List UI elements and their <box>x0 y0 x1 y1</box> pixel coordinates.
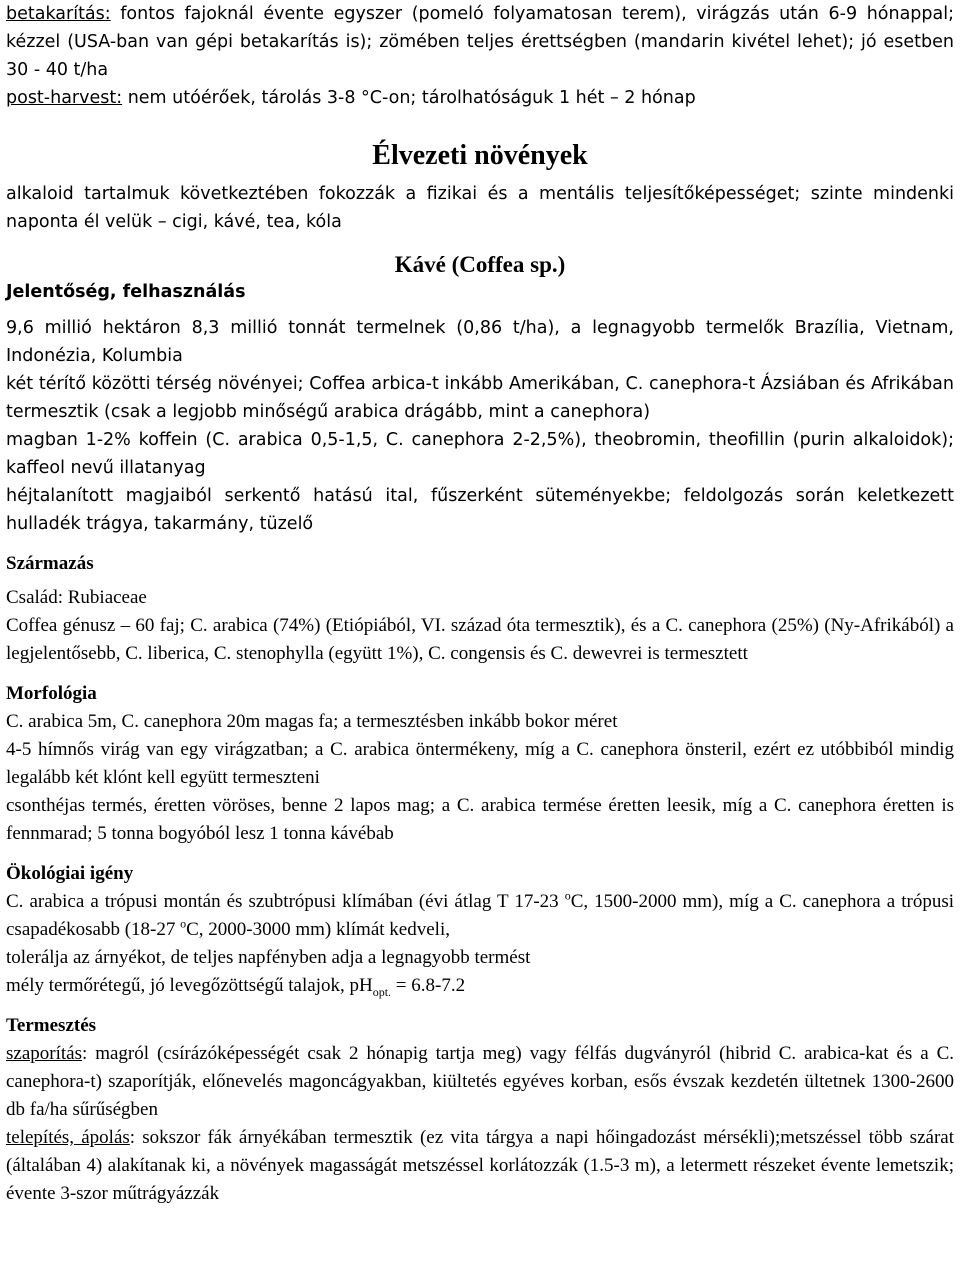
postharvest-label: post-harvest: <box>6 88 123 108</box>
okologia-heading: Ökológiai igény <box>6 863 134 884</box>
telepites-label: telepítés, ápolás <box>6 1127 130 1148</box>
okologia-p3b: = 6.8-7.2 <box>391 975 466 996</box>
elvezeti-title: Élvezeti növények <box>372 140 588 171</box>
morfologia-p3: csonthéjas termés, éretten vöröses, benne 2 lapos mag; a C. arabica termése éretten leesik, míg a C. canephora éretten is fennmarad; 5 tonna bogyóból lesz 1 tonna kávébab <box>6 795 954 844</box>
okologia-p1a: C. arabica a trópusi montán és szubtrópusi klímában (évi átlag T 17-23 <box>6 891 565 912</box>
degree-sup-1: o <box>564 888 571 903</box>
szaporitas-label: szaporítás <box>6 1043 82 1064</box>
telepites-paragraph <box>6 1124 954 1208</box>
okologia-p1 <box>6 888 954 944</box>
okologia-p3a: mély termőrétegű, jó levegőzöttségű talajok, pH <box>6 975 373 996</box>
elvezeti-intro: alkaloid tartalmuk következtében fokozzák a fizikai és a mentális teljesítőképességet; szinte mindenki naponta él velük – cigi, kávé, tea, kóla <box>6 184 954 232</box>
termesztes-heading: Termesztés <box>6 1015 97 1036</box>
okologia-p2: tolerálja az árnyékot, de teljes napfényben adja a legnagyobb termést <box>6 947 531 968</box>
szarmazas-heading: Származás <box>6 553 94 574</box>
postharvest-paragraph <box>6 84 954 112</box>
telepites-text: : sokszor fák árnyékában termesztik (ez vita tárgya a napi hőingadozást mérsékli);metszéssel több szárat (általában 4) alakítanak ki, a növények magasságát metszéssel korlátozzák (1.5-3 m), a letermett részeket évente lemetszik; évente 3-szor műtrágyázzák <box>6 1127 954 1204</box>
postharvest-text: nem utóérőek, tárolás 3-8 °C-on; tárolhatóságuk 1 hét – 2 hónap <box>122 88 696 108</box>
szarmazas-p2: Coffea génusz – 60 faj; C. arabica (74%) (Etiópiából, VI. század óta termesztik), és a C. canephora (25%) (Ny-Afrikából) a legjelentősebb, C. liberica, C. stenophylla (együtt 1%), C. congensis és C. dewevrei is termesztett <box>6 615 954 664</box>
kave-p3: magban 1-2% koffein (C. arabica 0,5-1,5, C. canephora 2-2,5%), theobromin, theofillin (purin alkaloidok); kaffeol nevű illatanyag <box>6 430 954 478</box>
morfologia-p2: 4-5 hímnős virág van egy virágzatban; a C. arabica öntermékeny, míg a C. canephora önsteril, ezért ez utóbbiból mindig legalább két klónt kell együtt termeszteni <box>6 739 954 788</box>
szaporitas-paragraph <box>6 1040 954 1124</box>
szarmazas-p1: Család: Rubiaceae <box>6 587 147 608</box>
kave-p2: két térítő közötti térség növényei; Coffea arbica-t inkább Amerikában, C. canephora-t Ázsiában és Afrikában termesztik (csak a legjobb minőségű arabica drágább, mint a canephora) <box>6 374 954 422</box>
szaporitas-text: : magról (csírázóképességét csak 2 hónapig tartja meg) vagy félfás dugványról (hibrid C. arabica-kat és a C. canephora-t) szaporítják, előnevelés magoncágyakban, kiültetés egyéves korban, esős évszak kezdetén ültetnek 1300-2600 db fa/ha sűrűségben <box>6 1043 954 1120</box>
kave-p4: héjtalanított magjaiból serkentő hatású ital, fűszerként süteményekbe; feldolgozás során keletkezett hulladék trágya, takarmány, tüzelő <box>6 486 954 534</box>
morfologia-p1: C. arabica 5m, C. canephora 20m magas fa; a termesztésben inkább bokor méret <box>6 711 618 732</box>
kave-p1: 9,6 millió hektáron 8,3 millió tonnát termelnek (0,86 t/ha), a legnagyobb termelők Brazília, Vietnam, Indonézia, Kolumbia <box>6 318 954 366</box>
betakaritas-paragraph <box>6 0 954 84</box>
okologia-p1b: C, 1500-2000 mm), míg a C. canephora a trópusi csapadékosabb (18-27 <box>6 891 955 940</box>
okologia-p3 <box>6 972 954 1000</box>
ph-subscript: opt. <box>372 984 392 999</box>
betakaritas-text: fontos fajoknál évente egyszer (pomeló folyamatosan terem), virágzás után 6-9 hónappal; kézzel (USA-ban van gépi betakarítás is); zömében teljes érettségben (mandarin kivétel lehet); jó esetben 30 - 40 t/ha <box>6 4 954 80</box>
betakaritas-label: betakarítás: <box>6 4 111 24</box>
jelentoseg-heading: Jelentőség, felhasználás <box>6 282 246 302</box>
degree-sup-2: o <box>180 916 187 931</box>
kave-title: Kávé (Coffea sp.) <box>394 252 566 277</box>
top-block <box>6 0 954 112</box>
morfologia-heading: Morfológia <box>6 683 97 704</box>
okologia-p1c: C, 2000-3000 mm) klímát kedveli, <box>186 919 450 940</box>
